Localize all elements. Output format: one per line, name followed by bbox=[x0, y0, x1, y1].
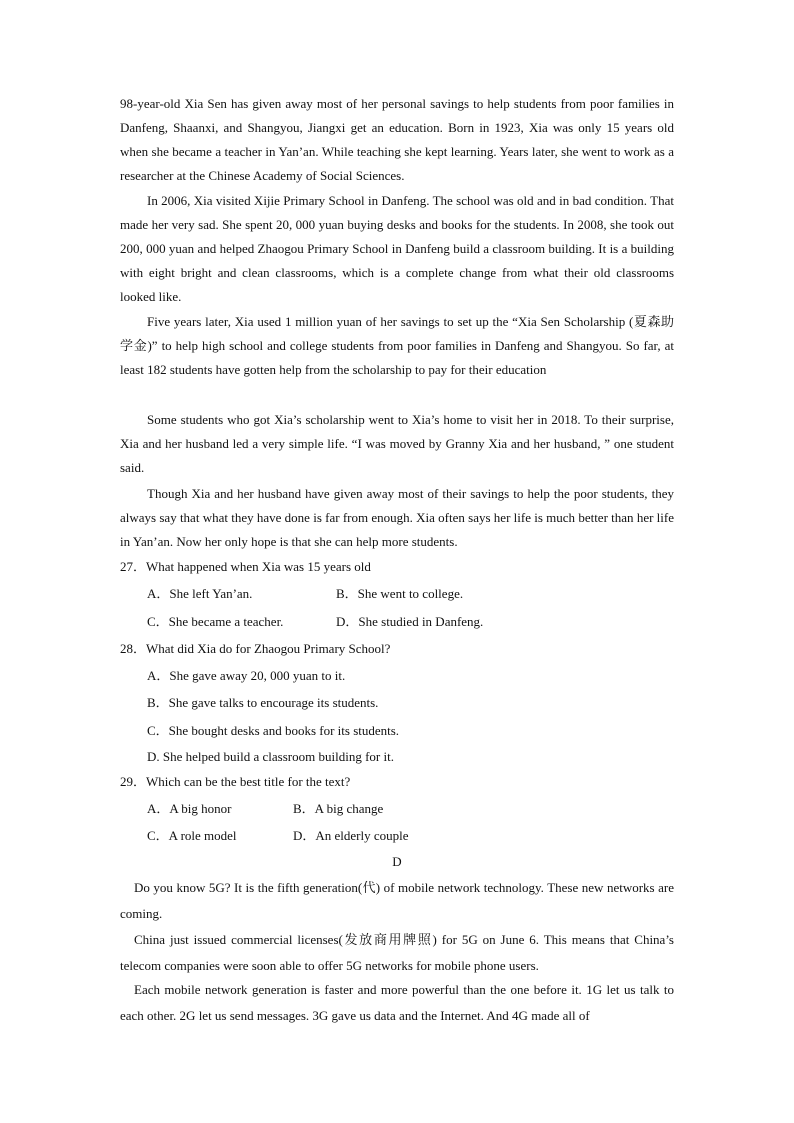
passage-paragraph-1 bbox=[120, 92, 674, 188]
section-d-paragraph-2 bbox=[120, 927, 674, 979]
question-29-option-d: D．An elderly couple bbox=[293, 828, 409, 843]
passage-paragraph-2 bbox=[120, 189, 674, 309]
passage-text-4: Some students who got Xia’s scholarship went to Xia’s home to visit her in 2018. To their surprise, Xia and her husband led a very simple life. “I was moved by Granny Xia and her husband, ” one student said. bbox=[120, 412, 674, 475]
question-28-stem: 28．What did Xia do for Zhaogou Primary School? bbox=[120, 641, 391, 656]
passage-paragraph-5 bbox=[120, 482, 674, 554]
section-d-paragraph-1 bbox=[120, 875, 674, 927]
question-29-option-c: C．A role model bbox=[147, 828, 237, 843]
section-d-text-3: Each mobile network generation is faster and more powerful than the one before it. 1G let us talk to each other. 2G let us send messages. 3G gave us data and the Internet. And 4G made all of bbox=[120, 982, 674, 1023]
question-28-option-b: B．She gave talks to encourage its students. bbox=[147, 695, 379, 710]
section-d-heading: D bbox=[392, 854, 402, 869]
question-29-option-b: B．A big change bbox=[293, 801, 384, 816]
section-d-text-2: China just issued commercial licenses(发放商用牌照) for 5G on June 6. This means that China’s telecom companies were soon able to offer 5G networks for mobile phone users. bbox=[120, 932, 674, 973]
question-27-option-a: A．She left Yan’an. bbox=[147, 586, 253, 601]
question-27-option-c: C．She became a teacher. bbox=[147, 614, 284, 629]
question-27-option-d: D．She studied in Danfeng. bbox=[336, 614, 484, 629]
passage-text-5: Though Xia and her husband have given away most of their savings to help the poor students, they always say that what they have done is far from enough. Xia often says her life is much better than her life in Yan’an. Now her only hope is that she can help more students. bbox=[120, 486, 674, 549]
question-29-option-a: A．A big honor bbox=[147, 801, 232, 816]
section-d-paragraph-3 bbox=[120, 977, 674, 1029]
question-28-option-d: D. She helped build a classroom building for it. bbox=[147, 749, 394, 764]
question-28-option-a: A．She gave away 20, 000 yuan to it. bbox=[147, 668, 346, 683]
question-27-stem: 27．What happened when Xia was 15 years old bbox=[120, 559, 371, 574]
question-28-option-c: C．She bought desks and books for its students. bbox=[147, 723, 400, 738]
question-27-option-b: B．She went to college. bbox=[336, 586, 464, 601]
section-d-text-1: Do you know 5G? It is the fifth generation(代) of mobile network technology. These new networks are coming. bbox=[120, 880, 674, 921]
passage-text-3: Five years later, Xia used 1 million yuan of her savings to set up the “Xia Sen Scholarship (夏森助学金)” to help high school and college students from poor families in Danfeng and Shangyou. So far, at least 182 students have gotten help from the scholarship to pay for their education bbox=[120, 314, 674, 377]
passage-paragraph-3 bbox=[120, 310, 674, 382]
question-29-stem: 29．Which can be the best title for the text? bbox=[120, 774, 351, 789]
passage-paragraph-4 bbox=[120, 408, 674, 480]
passage-text-1: 98-year-old Xia Sen has given away most of her personal savings to help students from poor families in Danfeng, Shaanxi, and Shangyou, Jiangxi get an education. Born in 1923, Xia was only 15 years old when she became a teacher in Yan’an. While teaching she kept learning. Years later, she went to work as a researcher at the Chinese Academy of Social Sciences. bbox=[120, 96, 674, 183]
passage-text-2: In 2006, Xia visited Xijie Primary School in Danfeng. The school was old and in bad condition. That made her very sad. She spent 20, 000 yuan buying desks and books for the students. In 2008, she took out 200, 000 yuan and helped Zhaogou Primary School in Danfeng build a classroom building. It is a building with eight bright and clean classrooms, which is a complete change from what their old classrooms looked like. bbox=[120, 193, 674, 304]
